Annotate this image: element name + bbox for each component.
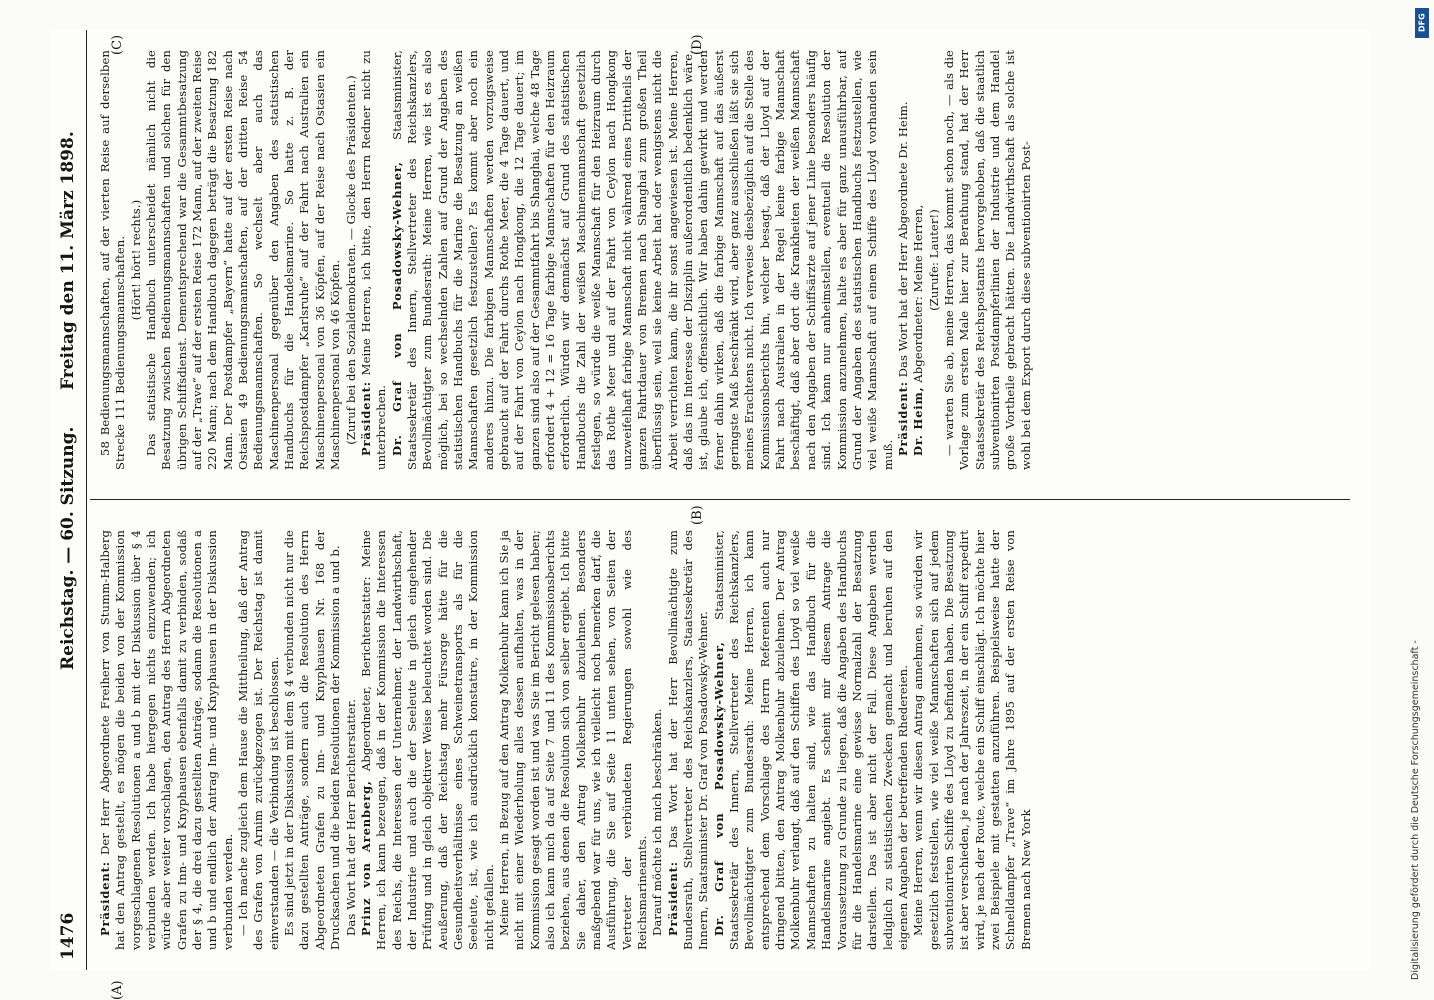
paragraph (129, 50, 144, 470)
speaker-name: Dr. Graf von Posadowsky-Wehner, (711, 641, 726, 936)
paragraph-text: Staatsminister, Staatssekretär des Innern, Stellvertreter des Reichskanzlers, Bevollmächtigter zum Bundesrath: Meine Herren, wie ist es also möglich, bei so wechselnden Zahlen auf Grund der Angaben des statistischen Handbuchs für die Marine die Besatzung an weißen Mannschaften gesetzlich festzustellen? Es kommt aber noch ein anderes hinzu. Die farbigen Mannschaften werden vorzugsweise gebraucht auf der Fahrt durchs Rothe Meer, die 4 Tage dauert, und auf der Fahrt von Ceylon nach Hongkong, die 12 Tage dauert; im ganzen sind also auf der Gesammtfahrt bis Shanghai, welche 48 Tage erfordert 4 + 12 = 16 Tage farbige Mannschaften für den Heizraum erforderlich. Würden wir demnächst auf Grund des statistischen Handbuchs die Zahl der weißen Maschinenmannschaft gesetzlich festlegen, so würde die weiße Mannschaft für den Heizraum durch das Rothe Meer und auf der Fahrt von Ceylon nach Hongkong unzweifelhaft farbige Mannschaft nicht während eines Drittheils der ganzen Fahrtdauer von Bremen nach Shanghai zum großen Theil überflüssig sein, weil sie keine Arbeit hat oder wenigstens nicht die Arbeit verrichten kann, die ihr sonst angewiesen ist. Meine Herren, daß das im Interesse der Disziplin außerordentlich bedenklich wäre, ist, glaube ich, offensichtlich. Wir haben dahin gewirkt und werden ferner dahin wirken, daß die farbige Mannschaft auf das äußerst geringste Maß beschränkt wird, aber ganz ausschließen läßt sie sich meines Erachtens nicht. Ich verweise diesbezüglich auf die Stelle des Kommissionsberichts hin, welcher besagt, daß der Lloyd auf der Fahrt nach Australien in der Regel keine farbige Mannschaft beschäftigt, daß aber dort die Krankheiten der weißen Mannschaft nach den Angaben der Schiffsärzte auf jener Linie besonders häufig sind. Ich kann nur anheimstellen, eventuell die Resolution der Kommission anzunehmen, halte es aber für ganz unausführbar, auf Grund der Angaben des statistischen Handbuchs festzustellen, wie viel weiße Mannschaft auf einem Schiffe des Lloyd vorhanden sein muß. (389, 50, 895, 470)
paragraph (927, 50, 942, 470)
scanned-page (50, 30, 1370, 1000)
left-column (98, 530, 1348, 950)
paragraph-text: Der Herr Abgeordnete Freiherr von Stumm-Halberg hat den Antrag gestellt, es mögen die beiden von der Kommission vorgeschlagenen Resolutionen a und b mit der Diskussion über § 4 verbunden werden. Ich habe hiergegen nichts einzuwenden; ich würde aber weiter vorschlagen, den Antrag des Herrn Abgeordneten Grafen zu Inn- und Knyphausen ebenfalls damit zu verbinden, sodaß der § 4, die drei dazu gestellten Anträge, sodann die Resolutionen a und b und endlich der Antrag Inn- und Knyphausen in der Diskussion verbunden werden. (98, 530, 235, 950)
margin-mark-c: (C) (110, 34, 125, 55)
paragraph-text: (Hört! hört! rechts.) (128, 199, 143, 321)
session-date: Freitag den 11. März 1898. (58, 131, 78, 390)
column-divider (90, 499, 1350, 500)
margin-mark-d: (D) (690, 34, 705, 55)
paragraph-text: Es sind jetzt in der Diskussion mit dem § 4 verbunden nicht nur die dazu gestellten Anträge, sondern auch die Resolution des Herrn Abgeordneten Grafen zu Inn- und Knyphausen Nr. 168 der Drucksachen und die beiden Resolutionen der Kommission a und b. (282, 530, 343, 950)
paragraph (144, 50, 343, 470)
paragraph (236, 530, 282, 950)
paragraph-text: Meine Herren, ich bitte, den Herrn Redner nicht zu unterbrechen. (358, 50, 389, 470)
paragraph (98, 50, 129, 470)
paragraph-text: — Ich mache zugleich dem Hause die Mittheilung, daß der Antrag des Grafen von Arnim zurückgezogen ist. Der Reichstag ist damit einverstanden — die Verbindung ist beschlossen. (236, 530, 281, 950)
speaker-name: Dr. Graf von Posadowsky-Wehner, (389, 161, 404, 456)
paragraph-text: Das Wort hat der Herr Berichterstatter. (343, 698, 358, 936)
paragraph-text: (Zuruf bei den Sozialdemokraten. — Glocke des Präsidenten.) (343, 75, 358, 445)
paragraph (359, 530, 497, 950)
paragraph (712, 530, 911, 950)
paragraph-text: — warten Sie ab, meine Herren, das kommt schon noch, — als die Vorlage zum ersten Male hier zur Berathung stand, hat der Herr Staatssekretär des Reichspostamts hervorgehoben, daß die staatlich subventionirten Postdampferlinien der Industrie und dem Handel große Vortheile gebracht hätten. Die Landwirthschaft als solche ist wohl bei dem Export durch diese subventionirten Post- (941, 50, 1033, 470)
paragraph (98, 530, 236, 950)
speaker-name: Dr. Heim, (911, 386, 926, 456)
margin-mark-a: (A) (110, 980, 125, 1000)
paragraph (942, 50, 1034, 470)
header-rule (86, 30, 87, 970)
paragraph-text: Darauf möchte ich mich beschränken. (650, 708, 665, 936)
speaker-name: Prinz von Arenberg, (358, 780, 373, 936)
page-header (50, 30, 90, 970)
paragraph (896, 50, 911, 470)
dfg-logo: DFG (1415, 8, 1429, 38)
digitization-credit (1410, 20, 1428, 1000)
paragraph-text: Das statistische Handbuch unterscheidet nämlich nicht die Besatzung zwischen Bedienungsmannschaften und solchen für den übrigen Schiffsdienst. Dementsprechend war die Gesammtbesatzung auf der „Trave“ auf der ersten Reise 172 Mann, auf der zweiten Reise 220 Mann; nach dem Handbuch dagegen beträgt die Besatzung 182 Mann. Der Postdampfer „Bayern“ hatte auf der ersten Reise nach Ostasien 49 Bedienungsmannschaften, auf der dritten Reise 54 Bedienungsmannschaften. So wechselt aber auch das Maschinenpersonal gegenüber den Angaben des statistischen Handbuchs für die Handelsmarine. So hatte z. B. der Reichspostdampfer „Karlsruhe“ auf der Fahrt nach Australien ein Maschinenpersonal von 36 Köpfen, auf der Reise nach Ostasien ein Maschinenpersonal von 46 Köpfen. (144, 50, 343, 470)
paragraph-text: 58 Bedienungsmannschaften, auf der vierten Reise auf derselben Strecke 111 Bedienungsmannschaften. (98, 50, 128, 470)
page-number: 1476 (58, 912, 78, 960)
speaker-name: Präsident: (358, 381, 373, 456)
margin-mark-b: (B) (690, 505, 705, 525)
paragraph (359, 50, 390, 470)
paragraph (911, 50, 926, 470)
paragraph-text: Das Wort hat der Herr Abgeordnete Dr. Heim. (895, 101, 910, 378)
paragraph (666, 530, 712, 950)
speaker-name: Präsident: (665, 861, 680, 936)
paragraph-text: Meine Herren, wenn wir diesen Antrag annehmen, so würden wir gesetzlich feststellen, wie viel weiße Mannschaften sich auf jedem subventionirten Schiffe des Lloyd zu befinden haben. Die Besatzung ist aber verschieden, je nach der Jahreszeit, in der ein Schiff expedirt wird, je nach der Route, welche ein Schiff einschlägt. Ich möchte hier zwei Beispiele mit gestatten anzuführen. Beispielsweise hatte der Schnelldampfer „Trave“ im Jahre 1895 auf der ersten Reise von Bremen nach New York (911, 530, 1033, 950)
paragraph-text: Das Wort hat der Herr Bevollmächtigte zum Bundesrath, Stellvertreter des Reichskanzlers, Staatssekretär des Innern, Staatsminister Dr. Graf von Posadowsky-Wehner. (665, 530, 711, 950)
paragraph (497, 530, 650, 950)
paragraph (282, 530, 343, 950)
credit-text: Digitalisierung gefördert durch die Deutsche Forschungsgemeinschaft - (1410, 640, 1421, 980)
paragraph (911, 530, 1034, 950)
speaker-name: Präsident: (895, 381, 910, 456)
paragraph-text: Meine Herren, in Bezug auf den Antrag Molkenbuhr kann ich Sie ja nicht mit einer Wiederholung alles dessen aufhalten, was in der Kommission gesagt worden ist und was Sie im Bericht gelesen haben; also ich kann mich da auf Seite 7 und 11 des Kommissionsberichts beziehen, aus denen die Resolution sich von selber ergiebt. Ich bitte Sie daher, den Antrag Molkenbuhr abzulehnen. Besonders maßgebend war für uns, wie ich vielleicht noch bemerken darf, die Ausführung, die Sie auf Seite 11 unten sehen, von Seiten der Vertreter der verbündeten Regierungen sowohl wie des Reichsmarineamts. (496, 530, 650, 950)
speaker-name: Präsident: (98, 861, 112, 936)
paragraph (650, 530, 665, 950)
paragraph (344, 50, 359, 470)
paragraph (390, 50, 896, 470)
paragraph-text: (Zurufe: Lauter!) (926, 209, 941, 311)
paragraph-text: Abgeordneter: Meine Herren, (911, 204, 926, 383)
paragraph-text: Staatsminister, Staatssekretär des Innern, Stellvertreter des Reichskanzlers, Bevollmächtigter zum Bundesrath: Meine Herren, ich kann entsprechend dem Vorschlage des Herrn Referenten auch nur dringend bitten, den Antrag Molkenbuhr abzulehnen. Der Antrag Molkenbuhr verlangt, daß auf den Schiffen des Lloyd so viel weiße Mannschaften zu halten sind, wie das Handbuch für die Handelsmarine angiebt. Es scheint mir diesem Antrage die Voraussetzung zu Grunde zu liegen, daß die Angaben des Handbuchs für die Handelsmarine eine gewisse Normalzahl der Besatzung darstellen. Das ist aber nicht der Fall. Diese Angaben werden lediglich zu statistischen Zwecken gemacht und beruhen auf den eigenen Angaben der betreffenden Rhedereien. (711, 530, 910, 950)
right-column (98, 50, 1348, 470)
session-title: Reichstag. — 60. Sitzung. (58, 426, 78, 670)
paragraph-text: Abgeordneter, Berichterstatter: Meine Herren, ich kann bezeugen, daß in der Kommission die Interessen des Reichs, die Interessen der Unternehmer, der Landwirthschaft, der Industrie und auch die der Seeleute in gleich eingehender Prüfung und in gleich objektiver Weise beleuchtet worden sind. Die Aeußerung, daß der Reichstag mehr Fürsorge hätte für die Gesundheitsverhältnisse eines Schweinetransports als für die Seeleute, ist, wie ich ausdrücklich konstatire, in der Kommission nicht gefallen. (358, 530, 496, 950)
paragraph (344, 530, 359, 950)
